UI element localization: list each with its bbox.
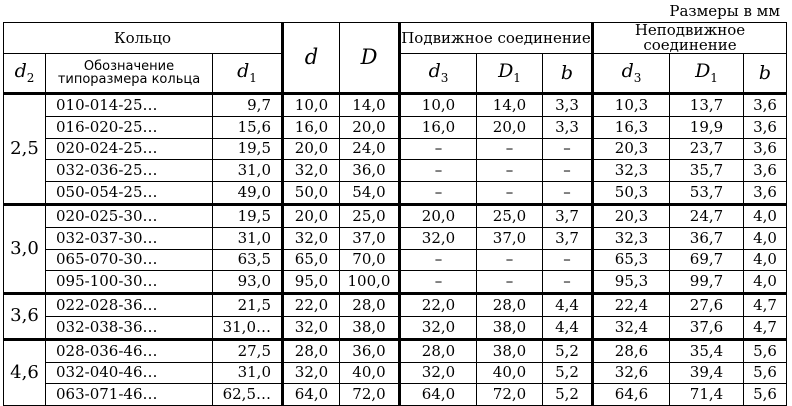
- movable-D1-cell: 38,0: [477, 316, 543, 339]
- movable-D1-cell: –: [477, 182, 543, 205]
- movable-b-cell: 3,7: [543, 227, 593, 249]
- movable-b-cell: 3,3: [543, 94, 593, 117]
- fixed-D1-header: $D_1$: [670, 54, 744, 94]
- ring-header: Кольцо: [4, 23, 283, 54]
- d-cell: 22,0: [283, 294, 340, 317]
- fixed-b-cell: 4,0: [744, 227, 787, 249]
- d1-cell: 31,0: [213, 160, 283, 182]
- table-row: [4, 249, 787, 271]
- movable-b-cell: –: [543, 182, 593, 205]
- movable-d3-cell: –: [400, 271, 477, 294]
- ring-dimensions-table: [3, 22, 787, 406]
- movable-D1-cell: 20,0: [477, 116, 543, 138]
- D-cell: 24,0: [340, 138, 400, 160]
- table-row: [4, 271, 787, 294]
- fixed-d3-cell: 16,3: [593, 116, 670, 138]
- movable-b-cell: 5,2: [543, 362, 593, 384]
- designation-cell: 032-037-30…: [46, 227, 213, 249]
- fixed-D1-cell: 69,7: [670, 249, 744, 271]
- fixed-b-cell: 4,7: [744, 316, 787, 339]
- movable-d3-cell: 32,0: [400, 227, 477, 249]
- d-cell: 32,0: [283, 160, 340, 182]
- D-cell: 28,0: [340, 294, 400, 317]
- fixed-d3-cell: 32,6: [593, 362, 670, 384]
- d1-header: $d_1$: [213, 54, 283, 94]
- table-row: [4, 138, 787, 160]
- fixed-d3-cell: 50,3: [593, 182, 670, 205]
- movable-d3-cell: –: [400, 160, 477, 182]
- fixed-d3-cell: 65,3: [593, 249, 670, 271]
- fixed-b-header: b: [744, 54, 787, 94]
- d1-cell: 15,6: [213, 116, 283, 138]
- table-row: [4, 294, 787, 317]
- D-cell: 36,0: [340, 160, 400, 182]
- designation-cell: 020-025-30…: [46, 204, 213, 227]
- fixed-joint-header: Неподвижное соединение: [593, 23, 787, 54]
- fixed-d3-cell: 10,3: [593, 94, 670, 117]
- fixed-D1-cell: 36,7: [670, 227, 744, 249]
- d-cell: 28,0: [283, 339, 340, 362]
- movable-b-cell: 3,3: [543, 116, 593, 138]
- movable-D1-cell: –: [477, 160, 543, 182]
- movable-b-cell: 4,4: [543, 294, 593, 317]
- D-header: D: [340, 23, 400, 94]
- movable-joint-header: Подвижное соединение: [400, 23, 593, 54]
- fixed-b-cell: 5,6: [744, 384, 787, 406]
- d-cell: 64,0: [283, 384, 340, 406]
- movable-b-cell: 5,2: [543, 339, 593, 362]
- d-cell: 95,0: [283, 271, 340, 294]
- D-cell: 25,0: [340, 204, 400, 227]
- movable-D1-cell: 37,0: [477, 227, 543, 249]
- fixed-D1-cell: 23,7: [670, 138, 744, 160]
- table-row: [4, 204, 787, 227]
- movable-b-cell: 5,2: [543, 384, 593, 406]
- fixed-D1-cell: 13,7: [670, 94, 744, 117]
- fixed-b-cell: 5,6: [744, 339, 787, 362]
- d1-cell: 21,5: [213, 294, 283, 317]
- movable-D1-cell: 28,0: [477, 294, 543, 317]
- fixed-D1-cell: 53,7: [670, 182, 744, 205]
- units-note: Размеры в мм: [669, 2, 780, 20]
- movable-D1-cell: 40,0: [477, 362, 543, 384]
- designation-header: Обозначение типоразмера кольца: [46, 54, 213, 94]
- designation-cell: 032-036-25…: [46, 160, 213, 182]
- designation-cell: 065-070-30…: [46, 249, 213, 271]
- table-row: [4, 94, 787, 117]
- D-cell: 36,0: [340, 339, 400, 362]
- fixed-d3-cell: 28,6: [593, 339, 670, 362]
- movable-d3-cell: –: [400, 138, 477, 160]
- d1-cell: 31,0…: [213, 316, 283, 339]
- movable-d3-cell: 64,0: [400, 384, 477, 406]
- designation-cell: 095-100-30…: [46, 271, 213, 294]
- d-cell: 20,0: [283, 204, 340, 227]
- movable-d3-header: $d_3$: [400, 54, 477, 94]
- fixed-d3-cell: 22,4: [593, 294, 670, 317]
- d1-cell: 49,0: [213, 182, 283, 205]
- movable-d3-cell: 20,0: [400, 204, 477, 227]
- d-cell: 32,0: [283, 362, 340, 384]
- D-cell: 37,0: [340, 227, 400, 249]
- fixed-d3-cell: 32,3: [593, 160, 670, 182]
- fixed-b-cell: 5,6: [744, 362, 787, 384]
- fixed-D1-cell: 24,7: [670, 204, 744, 227]
- fixed-b-cell: 3,6: [744, 138, 787, 160]
- movable-d3-cell: 16,0: [400, 116, 477, 138]
- movable-D1-cell: 38,0: [477, 339, 543, 362]
- d-cell: 16,0: [283, 116, 340, 138]
- d1-cell: 93,0: [213, 271, 283, 294]
- d1-cell: 31,0: [213, 227, 283, 249]
- fixed-d3-cell: 95,3: [593, 271, 670, 294]
- table-row: [4, 160, 787, 182]
- fixed-D1-cell: 99,7: [670, 271, 744, 294]
- D-cell: 72,0: [340, 384, 400, 406]
- D-cell: 20,0: [340, 116, 400, 138]
- d1-cell: 9,7: [213, 94, 283, 117]
- d2-cell: 2,5: [4, 94, 46, 205]
- d2-cell: 4,6: [4, 339, 46, 405]
- table-body: [4, 94, 787, 406]
- d-cell: 32,0: [283, 316, 340, 339]
- movable-D1-cell: –: [477, 138, 543, 160]
- movable-d3-cell: 32,0: [400, 316, 477, 339]
- fixed-d3-cell: 32,4: [593, 316, 670, 339]
- fixed-b-cell: 3,6: [744, 182, 787, 205]
- fixed-b-cell: 3,6: [744, 94, 787, 117]
- D-cell: 14,0: [340, 94, 400, 117]
- fixed-b-cell: 3,6: [744, 116, 787, 138]
- d1-cell: 27,5: [213, 339, 283, 362]
- movable-d3-cell: –: [400, 182, 477, 205]
- d-cell: 20,0: [283, 138, 340, 160]
- D-cell: 38,0: [340, 316, 400, 339]
- fixed-D1-cell: 39,4: [670, 362, 744, 384]
- movable-d3-cell: 22,0: [400, 294, 477, 317]
- designation-cell: 032-038-36…: [46, 316, 213, 339]
- designation-cell: 020-024-25…: [46, 138, 213, 160]
- fixed-D1-cell: 71,4: [670, 384, 744, 406]
- designation-cell: 028-036-46…: [46, 339, 213, 362]
- fixed-b-cell: 4,7: [744, 294, 787, 317]
- table-row: [4, 316, 787, 339]
- designation-cell: 022-028-36…: [46, 294, 213, 317]
- fixed-d3-cell: 32,3: [593, 227, 670, 249]
- D-cell: 70,0: [340, 249, 400, 271]
- table-header: [4, 23, 787, 94]
- movable-d3-cell: 10,0: [400, 94, 477, 117]
- table-row: [4, 227, 787, 249]
- designation-cell: 063-071-46…: [46, 384, 213, 406]
- movable-D1-cell: –: [477, 249, 543, 271]
- d1-cell: 19,5: [213, 138, 283, 160]
- table-row: [4, 339, 787, 362]
- fixed-D1-cell: 19,9: [670, 116, 744, 138]
- movable-D1-cell: –: [477, 271, 543, 294]
- d1-cell: 19,5: [213, 204, 283, 227]
- designation-cell: 016-020-25…: [46, 116, 213, 138]
- d1-cell: 31,0: [213, 362, 283, 384]
- fixed-d3-cell: 64,6: [593, 384, 670, 406]
- fixed-b-cell: 4,0: [744, 204, 787, 227]
- D-cell: 100,0: [340, 271, 400, 294]
- movable-b-cell: 4,4: [543, 316, 593, 339]
- d1-cell: 62,5…: [213, 384, 283, 406]
- designation-cell: 032-040-46…: [46, 362, 213, 384]
- movable-b-cell: 3,7: [543, 204, 593, 227]
- movable-b-cell: –: [543, 271, 593, 294]
- fixed-d3-cell: 20,3: [593, 138, 670, 160]
- movable-d3-cell: 32,0: [400, 362, 477, 384]
- D-cell: 40,0: [340, 362, 400, 384]
- fixed-D1-cell: 35,7: [670, 160, 744, 182]
- d2-cell: 3,0: [4, 204, 46, 293]
- d-cell: 65,0: [283, 249, 340, 271]
- fixed-D1-cell: 37,6: [670, 316, 744, 339]
- d1-cell: 63,5: [213, 249, 283, 271]
- fixed-b-cell: 4,0: [744, 249, 787, 271]
- movable-D1-cell: 14,0: [477, 94, 543, 117]
- fixed-d3-cell: 20,3: [593, 204, 670, 227]
- fixed-b-cell: 3,6: [744, 160, 787, 182]
- table-row: [4, 182, 787, 205]
- fixed-D1-cell: 35,4: [670, 339, 744, 362]
- d-header: d: [283, 23, 340, 94]
- movable-d3-cell: –: [400, 249, 477, 271]
- D-cell: 54,0: [340, 182, 400, 205]
- d-cell: 10,0: [283, 94, 340, 117]
- designation-cell: 050-054-25…: [46, 182, 213, 205]
- movable-b-cell: –: [543, 249, 593, 271]
- movable-b-cell: –: [543, 160, 593, 182]
- fixed-d3-header: $d_3$: [593, 54, 670, 94]
- movable-D1-cell: 72,0: [477, 384, 543, 406]
- movable-D1-header: $D_1$: [477, 54, 543, 94]
- movable-b-cell: –: [543, 138, 593, 160]
- movable-d3-cell: 28,0: [400, 339, 477, 362]
- fixed-D1-cell: 27,6: [670, 294, 744, 317]
- fixed-b-cell: 4,0: [744, 271, 787, 294]
- movable-b-header: b: [543, 54, 593, 94]
- d-cell: 32,0: [283, 227, 340, 249]
- table-row: [4, 116, 787, 138]
- d2-header: $d_2$: [4, 54, 46, 94]
- designation-cell: 010-014-25…: [46, 94, 213, 117]
- table-row: [4, 362, 787, 384]
- d2-cell: 3,6: [4, 294, 46, 340]
- d-cell: 50,0: [283, 182, 340, 205]
- movable-D1-cell: 25,0: [477, 204, 543, 227]
- table-row: [4, 384, 787, 406]
